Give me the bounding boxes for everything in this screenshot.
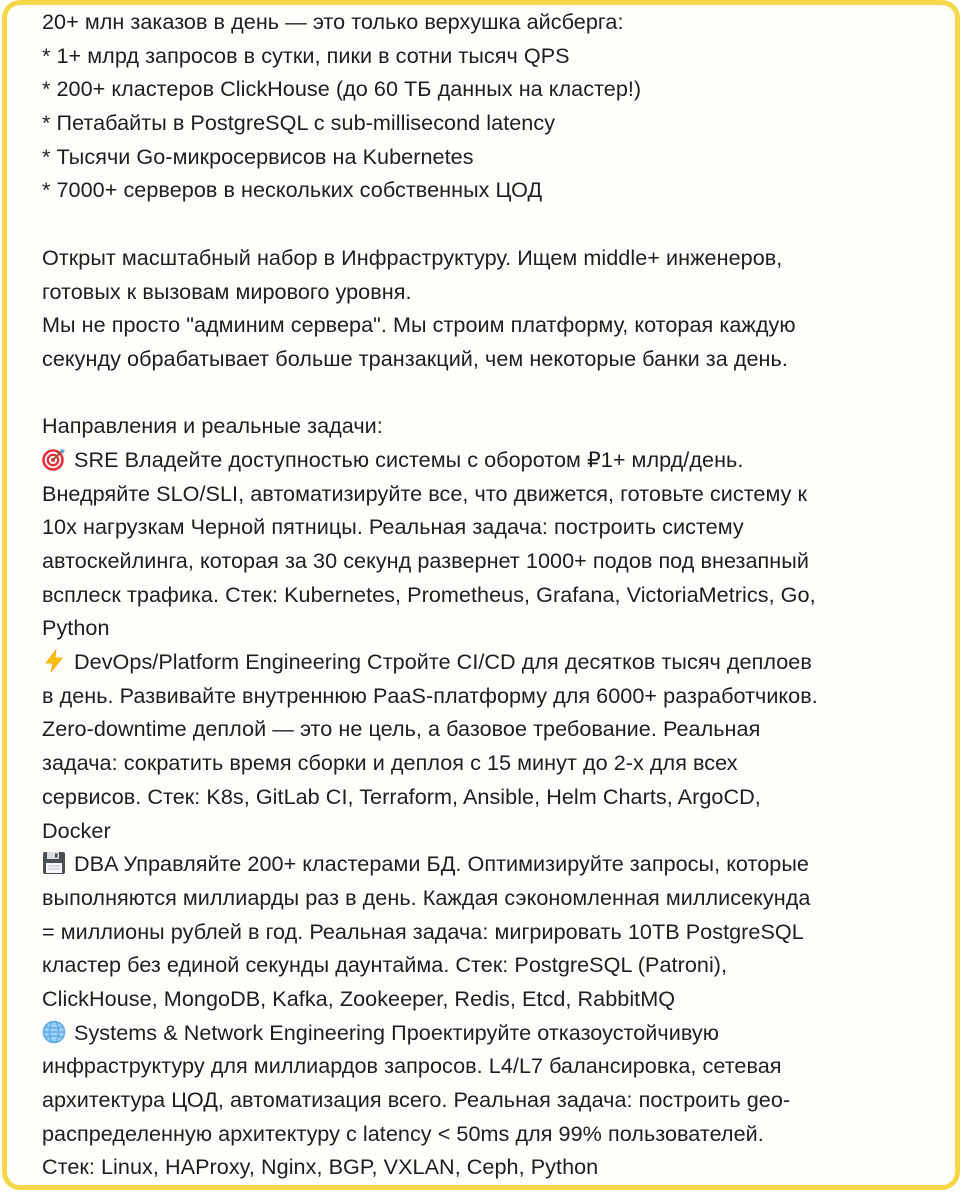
paragraph-spacer bbox=[42, 207, 942, 241]
dba-line: выполняются миллиарды раз в день. Каждая сэкономленная миллисекунда bbox=[42, 884, 811, 910]
intro-line: 20+ млн заказов в день — это только верхушка айсберга: bbox=[42, 9, 624, 34]
intro-bullet: * Тысячи Go-микросервисов на Kubernetes bbox=[42, 143, 474, 169]
dba-line: DBA Управляйте 200+ кластерами БД. Оптимизируйте запросы, которые bbox=[42, 847, 942, 881]
devops-line: в день. Развивайте внутреннюю PaaS-платформу для 6000+ разработчиков. bbox=[42, 682, 818, 708]
devops-line: задача: сократить время сборки и деплоя с 15 минут до 2-х для всех bbox=[42, 750, 738, 776]
dba-line: кластер без единой секунды даунтайма. Стек: PostgreSQL (Patroni), bbox=[42, 952, 728, 978]
devops-line: сервисов. Стек: K8s, GitLab CI, Terraform, Ansible, Helm Charts, ArgoCD, bbox=[42, 783, 761, 809]
sre-line: Внедряйте SLO/SLI, автоматизируйте все, что движется, готовьте систему к bbox=[42, 480, 807, 506]
sre-line: SRE Владейте доступностью системы с оборотом ₽1+ млрд/день. bbox=[42, 443, 942, 477]
globe-icon bbox=[42, 1020, 66, 1044]
target-icon bbox=[42, 447, 66, 471]
message-text bbox=[42, 5, 942, 1184]
sre-line: всплеск трафика. Стек: Kubernetes, Prometheus, Grafana, VictoriaMetrics, Go, bbox=[42, 581, 816, 607]
directions-heading: Направления и реальные задачи: bbox=[42, 413, 383, 439]
network-line: инфраструктуру для миллиардов запросов. L4/L7 балансировка, сетевая bbox=[42, 1053, 782, 1079]
devops-line: DevOps/Platform Engineering Стройте CI/CD для десятков тысяч деплоев bbox=[42, 645, 942, 679]
hiring-line: Открыт масштабный набор в Инфраструктуру. Ищем middle+ инженеров, bbox=[42, 244, 783, 270]
paragraph-spacer bbox=[42, 376, 942, 410]
network-line: Systems & Network Engineering Проектируйте отказоустойчивую bbox=[42, 1016, 942, 1050]
devops-line: Zero-downtime деплой — это не цель, а базовое требование. Реальная bbox=[42, 716, 761, 742]
hiring-line: Мы не просто "админим сервера". Мы строим платформу, которая каждую bbox=[42, 312, 796, 338]
lightning-icon bbox=[42, 649, 66, 673]
sre-line: 10x нагрузкам Черной пятницы. Реальная задача: построить систему bbox=[42, 514, 744, 540]
network-line: Стек: Linux, HAProxy, Nginx, BGP, VXLAN, Ceph, Python bbox=[42, 1154, 599, 1180]
intro-bullet: * 1+ млрд запросов в сутки, пики в сотни тысяч QPS bbox=[42, 42, 570, 68]
devops-line: Docker bbox=[42, 817, 111, 843]
hiring-line: секунду обрабатывает больше транзакций, чем некоторые банки за день. bbox=[42, 345, 788, 371]
floppy-disk-icon bbox=[42, 851, 66, 875]
intro-bullet: * Петабайты в PostgreSQL с sub-millisecond latency bbox=[42, 110, 556, 136]
network-line: распределенную архитектуру с latency < 50ms для 99% пользователей. bbox=[42, 1120, 764, 1146]
dba-line: ClickHouse, MongoDB, Kafka, Zookeeper, Redis, Etcd, RabbitMQ bbox=[42, 985, 676, 1011]
network-line: архитектура ЦОД, автоматизация всего. Реальная задача: построить geo- bbox=[42, 1087, 791, 1112]
sre-line: автоскейлинга, которая за 30 секунд развернет 1000+ подов под внезапный bbox=[42, 548, 809, 573]
intro-bullet: * 7000+ серверов в нескольких собственных ЦОД bbox=[42, 177, 543, 203]
intro-bullet: * 200+ кластеров ClickHouse (до 60 ТБ данных на кластер!) bbox=[42, 76, 642, 102]
dba-line: = миллионы рублей в год. Реальная задача: мигрировать 10TB PostgreSQL bbox=[42, 918, 804, 944]
sre-line: Python bbox=[42, 615, 110, 641]
hiring-line: готовых к вызовам мирового уровня. bbox=[42, 278, 412, 304]
